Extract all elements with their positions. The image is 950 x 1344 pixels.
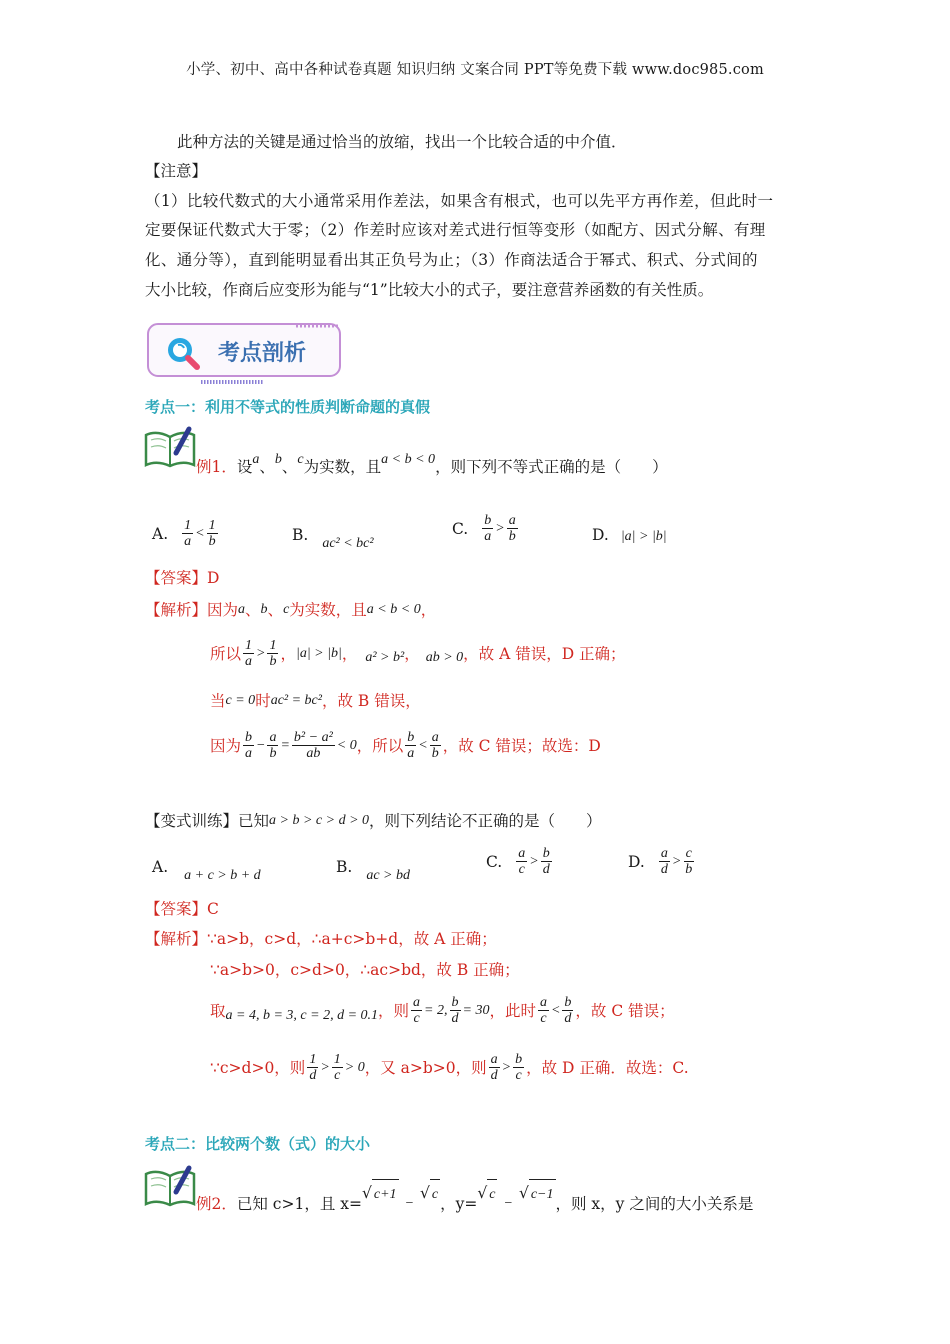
var-a: a: [252, 452, 260, 467]
note-title: 【注意】: [145, 162, 208, 180]
example1-expl-2: 所以 $\frac{1}{a}$ > $\frac{1}{b}$ ， |a| > |b| ， a² > b² ， ab > 0 ，故 A 错误，D 正确；: [210, 638, 626, 669]
variant-expl-1: [145, 924, 497, 954]
c-expr: c = 0: [225, 693, 256, 708]
q-mid: 为实数，且: [303, 458, 382, 476]
frac-den: a: [484, 529, 492, 544]
magnifier-icon: [164, 334, 204, 374]
text: ，所以: [356, 736, 404, 755]
example1-expl-4: 因为 $\frac{b}{a}$ − $\frac{a}{b}$ = $\frac{\text{b² − a²}}{ab}$ < 0 ，所以 $\frac{b}{a}$ < $\frac{a}{b}$ ，故 C 错误；故选：D: [210, 730, 601, 761]
text: 为实数，且: [289, 601, 367, 619]
var-c: c: [283, 602, 290, 617]
expl-label: 【解析】: [145, 601, 208, 619]
frac-num: b: [245, 730, 253, 745]
answer-label: 【答案】: [145, 569, 208, 587]
frac-num: a: [413, 995, 421, 1010]
variant-expl-2: ∵a>b>0，c>d>0，∴ac>bd，故 B 正确；: [210, 961, 520, 979]
frac-den: c: [540, 1011, 547, 1026]
frac-num: a: [269, 730, 277, 745]
text: 因为: [207, 601, 239, 619]
text: ∵a>b，c>d，∴a+c>b+d，故 A 正确；: [207, 930, 497, 948]
sqrt-expr: √ c+1: [362, 1178, 399, 1210]
note-line-1: （1）比较代数式的大小通常采用作差法，如果含有根式，也可以先平方再作差，但此时一: [145, 192, 774, 210]
option-label: B.: [336, 858, 353, 876]
frac-den: c: [334, 1068, 341, 1083]
answer-label: 【答案】: [145, 900, 208, 918]
variant-expl-4: ∵c>d>0，则 $\frac{1}{d}$ > $\frac{1}{c}$ > 0 ，又 a>b>0，则 $\frac{a}{d}$ > $\frac{b}{c}$ ，故 D 正确．故选：C.: [210, 1052, 689, 1083]
frac-den: b: [685, 862, 693, 877]
radicand: c+1: [372, 1179, 399, 1210]
frac-num: 1: [208, 518, 216, 533]
text: ，故 C 错误；: [575, 1001, 675, 1020]
frac-num: b: [484, 513, 492, 528]
condition: a < b < 0: [381, 452, 436, 467]
var-b: b: [274, 452, 282, 467]
frac-num: b² − a²: [293, 730, 333, 745]
sep: 、: [245, 601, 261, 619]
sep: 、: [281, 458, 298, 476]
frac-den: a: [245, 654, 253, 669]
sqrt-expr: √ c: [477, 1178, 497, 1210]
variant-option-d[interactable]: D. $\frac{a}{d}$ > $\frac{c}{b}$: [628, 846, 693, 877]
var-a: a: [238, 602, 246, 617]
frac-den: a: [184, 534, 192, 549]
text: 已知: [238, 812, 270, 830]
frac-num: b: [451, 995, 459, 1010]
example1-expl-3: [210, 686, 421, 716]
minus: −: [404, 1196, 415, 1211]
option-b-expr: ac > bd: [366, 868, 410, 883]
frac-num: a: [518, 846, 526, 861]
answer-value: C: [207, 900, 219, 918]
expl-label: 【解析】: [145, 930, 208, 948]
condition: a > b > c > d > 0: [269, 813, 370, 828]
option-label: A.: [152, 524, 169, 543]
text: 当: [210, 692, 226, 710]
text: ，y=: [440, 1195, 478, 1213]
section1-title: 考点一：利用不等式的性质判断命题的真假: [145, 398, 431, 416]
frac-num: a: [508, 513, 516, 528]
sqrt-expr: √ c: [420, 1178, 440, 1210]
ab-expr: ab > 0: [425, 649, 464, 665]
frac-den: c: [413, 1011, 420, 1026]
variant-expl-3: 取 a = 4, b = 3, c = 2, d = 0.1 ，则 $\frac{a}{c}$ = 2, $\frac{b}{d}$ = 30 ，此时 $\frac{a}{c}$ < $\frac{b}{d}$ ，故 C 错误；: [210, 995, 675, 1026]
section2-title: 考点二：比较两个数（式）的大小: [145, 1135, 371, 1153]
note-line-2: 定要保证代数式大于零；（2）作差时应该对差式进行恒等变形（如配方、因式分解、有理: [145, 221, 766, 239]
option-label: C.: [486, 852, 503, 871]
variant-option-b[interactable]: [336, 852, 410, 882]
text: ，则下列结论不正确的是（ ）: [369, 812, 602, 830]
frac-num: a: [431, 730, 439, 745]
text: ，故 C 错误；故选：D: [442, 736, 601, 755]
text: ，则: [378, 1001, 410, 1020]
section-banner: [146, 322, 342, 380]
text: 因为: [210, 736, 242, 755]
option-c[interactable]: C. $\frac{b}{a}$ > $\frac{a}{b}$: [452, 513, 516, 544]
frac-den: a: [407, 746, 415, 761]
variant-answer: [145, 894, 219, 924]
option-a[interactable]: A. $\frac{1}{a}$ < $\frac{1}{b}$: [152, 518, 216, 549]
option-label: C.: [452, 519, 469, 538]
option-d-expr: |a| > |b|: [620, 529, 667, 544]
text: ∵c>d>0，则: [210, 1058, 306, 1077]
text: 取: [210, 1001, 226, 1020]
var-c: c: [297, 452, 304, 467]
eq: = 30: [462, 1002, 490, 1018]
frac-den: b: [508, 529, 516, 544]
text: ，又 a>b>0，则: [364, 1058, 487, 1077]
example1-question: [196, 452, 668, 482]
text: ，则 x，y 之间的大小关系是: [555, 1195, 754, 1213]
variant-label: 【变式训练】: [145, 812, 239, 830]
minus: −: [503, 1196, 513, 1211]
page-header: 小学、初中、高中各种试卷真题 知识归纳 文案合同 PPT等免费下载 www.doc985.com: [186, 62, 764, 78]
variant-question: [145, 806, 602, 836]
option-label: A.: [152, 858, 169, 876]
text: 时: [255, 692, 271, 710]
frac-den: b: [208, 534, 216, 549]
text: 已知 c>1，且 x=: [236, 1195, 362, 1213]
frac-num: c: [685, 846, 692, 861]
intro-line: 此种方法的关键是通过恰当的放缩，找出一个比较合适的中介值．: [177, 133, 627, 151]
example1-answer: [145, 563, 219, 593]
option-b[interactable]: [292, 520, 374, 550]
frac-num: b: [564, 995, 572, 1010]
q-post: ，则下列不等式正确的是（ ）: [435, 458, 668, 476]
text: ，此时: [489, 1001, 536, 1020]
frac-num: a: [490, 1052, 498, 1067]
frac-den: b: [431, 746, 439, 761]
frac-num: b: [515, 1052, 523, 1067]
option-label: D.: [592, 526, 609, 544]
text: ，故 A 错误，D 正确；: [463, 644, 626, 663]
example2-question: [196, 1184, 754, 1220]
text: ，: [420, 601, 437, 619]
option-label: D.: [628, 852, 645, 871]
lt-zero: < 0: [336, 737, 357, 753]
option-d[interactable]: [592, 520, 667, 550]
var-b: b: [260, 602, 268, 617]
sep: 、: [267, 601, 284, 619]
example1-label: 例1．: [196, 458, 237, 476]
book-icon: [143, 1164, 197, 1208]
banner-title: 考点剖析: [218, 341, 307, 366]
text: 所以: [210, 644, 242, 663]
answer-value: D: [207, 569, 220, 587]
example1-expl-1: [145, 595, 436, 625]
frac-den: c: [518, 862, 525, 877]
frac-den: c: [515, 1068, 522, 1083]
frac-den: a: [245, 746, 253, 761]
radicand: c: [487, 1179, 497, 1210]
square-expr: a² > b²: [365, 649, 405, 665]
frac-num: a: [660, 846, 668, 861]
frac-den: b: [269, 746, 277, 761]
values: a = 4, b = 3, c = 2, d = 0.1: [225, 1007, 379, 1023]
variant-option-a[interactable]: [152, 852, 261, 882]
variant-option-c[interactable]: C. $\frac{a}{c}$ > $\frac{b}{d}$: [486, 846, 550, 877]
option-a-expr: a + c > b + d: [184, 868, 261, 883]
radicand: c−1: [529, 1179, 556, 1210]
frac-num: b: [407, 730, 415, 745]
sep: 、: [259, 458, 275, 476]
eq-expr: ac² = bc²: [270, 693, 322, 708]
option-b-expr: ac² < bc²: [322, 536, 374, 551]
sqrt-expr: √ c−1: [519, 1178, 556, 1210]
abs-expr: |a| > |b|: [295, 645, 342, 661]
frac-num: b: [542, 846, 550, 861]
example2-label: 例2．: [196, 1195, 237, 1213]
note-line-4: 大小比较，作商后应变形为能与“1”比较大小的式子，要注意营养函数的有关性质。: [145, 281, 714, 299]
option-label: B.: [292, 526, 309, 544]
text: ，故 D 正确．故选：C.: [526, 1058, 689, 1077]
note-line-3: 化、通分等），直到能明显看出其正负号为止；（3）作商法适合于幂式、积式、分式间的: [145, 251, 758, 269]
frac-num: 1: [184, 518, 192, 533]
text: ，故 B 错误，: [321, 692, 421, 710]
q-pre: 设: [236, 458, 253, 476]
book-icon: [143, 425, 197, 469]
frac-num: a: [539, 995, 547, 1010]
condition: a < b < 0: [366, 602, 421, 617]
frac-den: b: [269, 654, 277, 669]
frac-den: ab: [306, 746, 321, 761]
eq: = 2,: [424, 1002, 448, 1018]
radicand: c: [430, 1179, 440, 1210]
gt-zero: > 0: [344, 1059, 365, 1075]
